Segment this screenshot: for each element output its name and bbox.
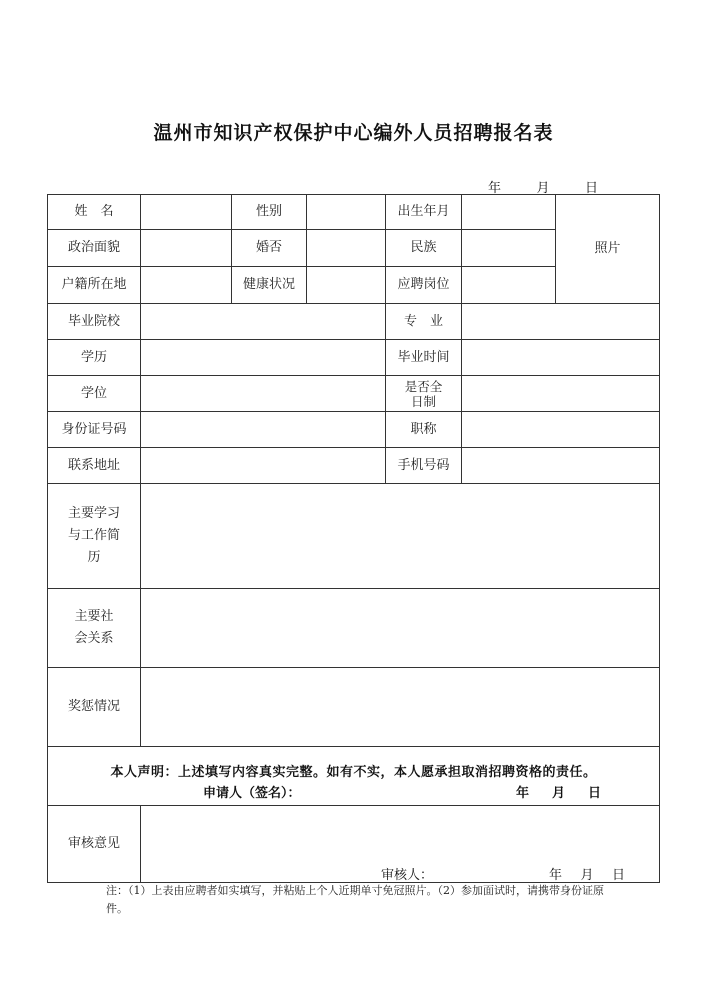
label-grad-time: 毕业时间 [385,339,462,376]
field-fulltime[interactable] [461,375,660,412]
review-year: 年 [549,868,563,883]
label-rewards: 奖惩情况 [47,667,141,747]
label-school: 毕业院校 [47,303,141,340]
field-address[interactable] [140,447,386,484]
field-title-rank[interactable] [461,411,660,448]
field-major[interactable] [461,303,660,340]
label-resume: 主要学习与工作简历 [47,483,141,589]
field-school[interactable] [140,303,386,340]
field-gender[interactable] [306,194,386,230]
label-health: 健康状况 [231,266,307,304]
applicant-signature-label: 申请人（签名）： [203,786,301,801]
label-address: 联系地址 [47,447,141,484]
field-social[interactable] [140,588,660,668]
field-grad-time[interactable] [461,339,660,376]
field-name[interactable] [140,194,232,230]
field-rewards[interactable] [140,667,660,747]
label-position: 应聘岗位 [385,266,462,304]
label-gender: 性别 [231,194,307,230]
label-hukou: 户籍所在地 [47,266,141,304]
declaration-statement: 本人声明：上述填写内容真实完整。如有不实，本人愿承担取消招聘资格的责任。 [110,765,597,780]
field-ethnicity[interactable] [461,229,556,267]
photo-box[interactable]: 照片 [555,194,660,304]
review-date [549,864,625,883]
label-education: 学历 [47,339,141,376]
label-id-number: 身份证号码 [47,411,141,448]
field-political[interactable] [140,229,232,267]
field-resume[interactable] [140,483,660,589]
label-birth: 出生年月 [385,194,462,230]
field-phone[interactable] [461,447,660,484]
label-review: 审核意见 [47,805,141,883]
label-title-rank: 职称 [385,411,462,448]
field-marital[interactable] [306,229,386,267]
field-health[interactable] [306,266,386,304]
reviewer-label: 审核人： [381,868,434,883]
field-hukou[interactable] [140,266,232,304]
field-position[interactable] [461,266,556,304]
label-phone: 手机号码 [385,447,462,484]
declaration-year: 年 [516,786,530,801]
declaration-box [47,746,660,806]
review-day: 日 [611,868,625,883]
form-title: 温州市知识产权保护中心编外人员招聘报名表 [153,122,554,144]
field-degree[interactable] [140,375,386,412]
declaration-month: 月 [551,786,565,801]
label-social: 主要社会关系 [47,588,141,668]
footnote: 注：（1）上表由应聘者如实填写，并粘贴上个人近期单寸免冠照片。（2）参加面试时，请携带身份证原件。 [106,884,604,915]
field-id-number[interactable] [140,411,386,448]
label-major: 专 业 [385,303,462,340]
label-ethnicity: 民族 [385,229,462,267]
header-year: 年 [488,181,502,196]
field-birth[interactable] [461,194,556,230]
declaration-day: 日 [587,786,601,801]
header-month: 月 [536,181,550,196]
field-education[interactable] [140,339,386,376]
review-month: 月 [580,868,594,883]
label-degree: 学位 [47,375,141,412]
label-fulltime: 是否全日制 [385,375,462,412]
header-day: 日 [584,181,598,196]
declaration-date [516,782,601,801]
label-name: 姓 名 [47,194,141,230]
label-marital: 婚否 [231,229,307,267]
label-political: 政治面貌 [47,229,141,267]
